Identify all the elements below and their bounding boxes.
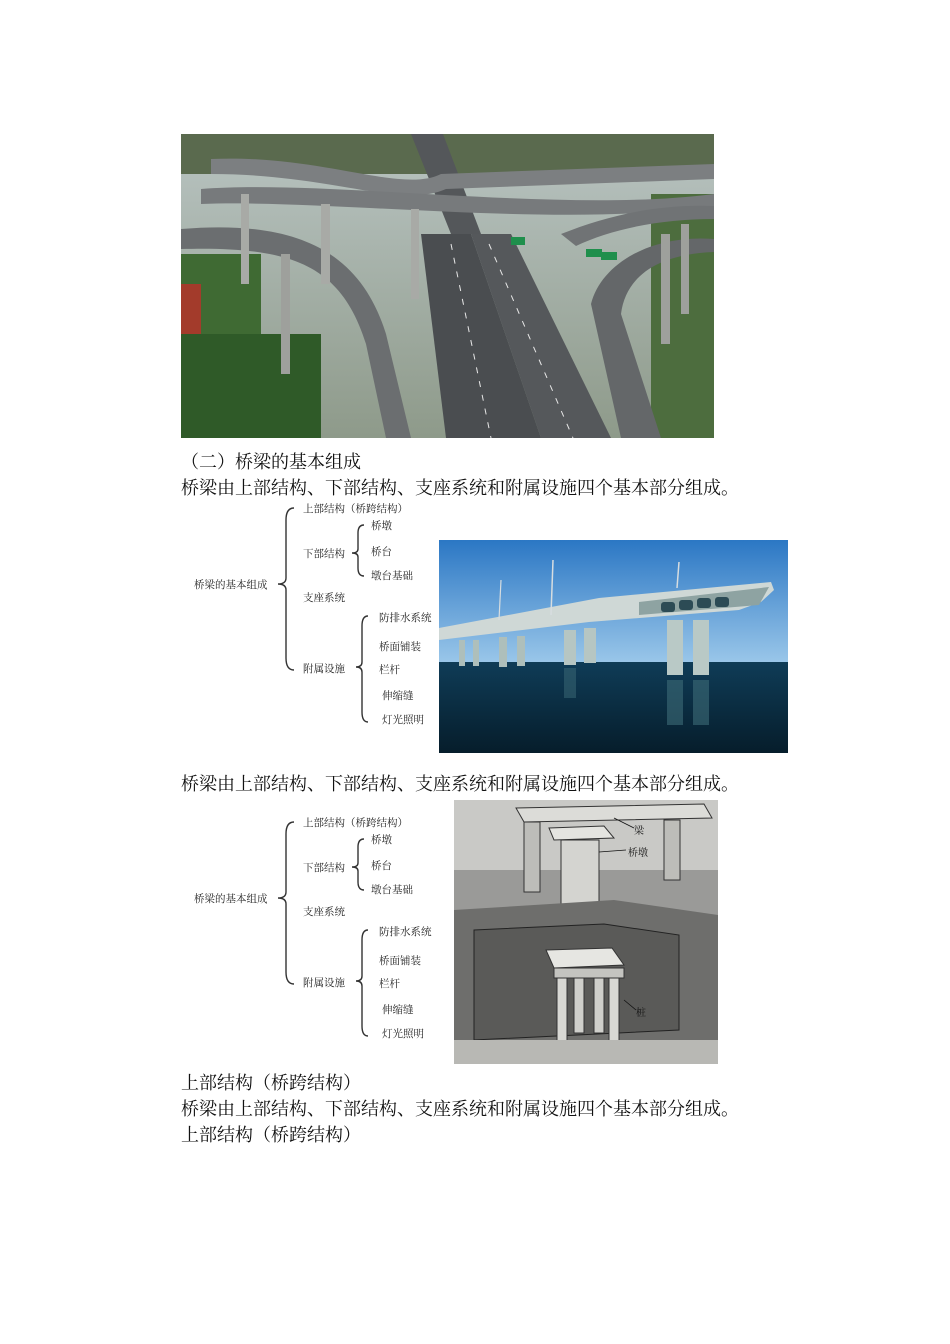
diagram-lower-item: 桥台 <box>371 860 392 872</box>
bridge-render-image <box>439 540 788 753</box>
diagram-bearing: 支座系统 <box>303 592 345 604</box>
diagram-root: 桥梁的基本组成 <box>194 579 268 591</box>
interchange-photo <box>181 134 714 438</box>
diagram-ancillary-item: 桥面铺装 <box>379 641 421 653</box>
diagram-ancillary-item: 伸缩缝 <box>382 1004 414 1016</box>
diagram-lower-item: 墩台基础 <box>371 570 413 582</box>
diagram-lower-item: 墩台基础 <box>371 884 413 896</box>
diagram-lower-item: 桥墩 <box>371 834 392 846</box>
diagram-ancillary-item: 桥面铺装 <box>379 955 421 967</box>
caption-2: 上部结构（桥跨结构） <box>181 1125 361 1146</box>
diagram-ancillary-item: 栏杆 <box>379 978 400 990</box>
composition-diagram-1 <box>190 498 440 730</box>
sketch-label-pier: 桥墩 <box>628 848 648 859</box>
diagram-ancillary: 附属设施 <box>303 663 345 675</box>
diagram-lower: 下部结构 <box>303 548 345 560</box>
diagram-ancillary: 附属设施 <box>303 977 345 989</box>
sketch-label-beam: 梁 <box>634 826 644 837</box>
paragraph-1: 桥梁由上部结构、下部结构、支座系统和附属设施四个基本部分组成。 <box>181 478 739 499</box>
sketch-label-pile: 桩 <box>636 1008 646 1019</box>
diagram-lower-item: 桥墩 <box>371 520 392 532</box>
diagram-lower-item: 桥台 <box>371 546 392 558</box>
diagram-lower: 下部结构 <box>303 862 345 874</box>
diagram-root: 桥梁的基本组成 <box>194 893 268 905</box>
paragraph-2: 桥梁由上部结构、下部结构、支座系统和附属设施四个基本部分组成。 <box>181 774 739 795</box>
diagram-ancillary-item: 防排水系统 <box>379 926 432 938</box>
pier-foundation-sketch <box>454 800 718 1064</box>
diagram-ancillary-item: 栏杆 <box>379 664 400 676</box>
diagram-upper: 上部结构（桥跨结构） <box>303 503 408 515</box>
diagram-ancillary-item: 灯光照明 <box>382 714 424 726</box>
diagram-ancillary-item: 伸缩缝 <box>382 690 414 702</box>
diagram-upper: 上部结构（桥跨结构） <box>303 817 408 829</box>
diagram-ancillary-item: 防排水系统 <box>379 612 432 624</box>
diagram-ancillary-item: 灯光照明 <box>382 1028 424 1040</box>
caption-1: 上部结构（桥跨结构） <box>181 1073 361 1094</box>
section-heading: （二）桥梁的基本组成 <box>181 452 361 473</box>
diagram-bearing: 支座系统 <box>303 906 345 918</box>
paragraph-3: 桥梁由上部结构、下部结构、支座系统和附属设施四个基本部分组成。 <box>181 1099 739 1120</box>
composition-diagram-2 <box>190 812 440 1044</box>
